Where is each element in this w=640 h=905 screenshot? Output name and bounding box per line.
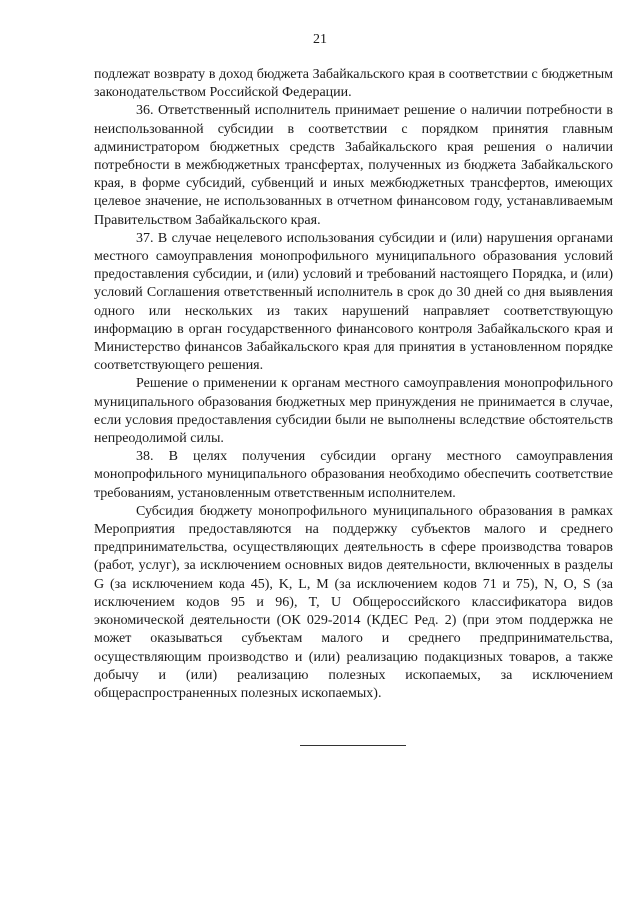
page-number: 21 [313, 32, 327, 47]
paragraph-36: 36. Ответственный исполнитель принимает решение о наличии потребности в неиспользованной субсидии в соответствии с порядком принятия главным администратором бюджетных средств Забайкальского края решения о наличии потребности в межбюджетных трансфертах, полученных из бюджета Забайкальского края, в форме субсидий, субвенций и иных межбюджетных трансфертов, имеющих целевое значение, не использованных в отчетном финансовом году, устанавливаемым Правительством Забайкальского края. [94, 103, 613, 228]
paragraph-37-decision: Решение о применении к органам местного самоуправления монопрофильного муниципального образования бюджетных мер принуждения не принимается в случае, если условия предоставления субсидии были не выполнены вследствие обстоятельств непреодолимой силы. [94, 376, 613, 447]
separator-line [300, 745, 406, 746]
paragraph-38: 38. В целях получения субсидии органу местного самоуправления монопрофильного муниципального образования необходимо обеспечить соответствие требованиям, установленным ответственным исполнителем. [94, 449, 613, 501]
paragraph-38-subsidy: Субсидия бюджету монопрофильного муниципального образования в рамках Мероприятия предоставляются на поддержку субъектов малого и среднего предпринимательства, осуществляющих деятельность в сфере производства товаров (работ, услуг), за исключением основных видов деятельности, включенных в разделы G (за исключением кода 45), K, L, M (за исключением кодов 71 и 75), N, O, S (за исключением кодов 95 и 96), T, U Общероссийского классификатора видов экономической деятельности (ОК 029-2014 (КДЕС Ред. 2) (при этом поддержка не может оказываться субъектам малого и среднего предпринимательства, осуществляющим производство и (или) реализацию подакцизных товаров, а также добычу и (или) реализацию полезных ископаемых, за исключением общераспространенных полезных ископаемых). [94, 503, 613, 701]
document-body [94, 66, 613, 703]
paragraph-37: 37. В случае нецелевого использования субсидии и (или) нарушения органами местного самоуправления монопрофильного муниципального образования условий предоставления субсидии, и (или) условий и требований настоящего Порядка, и (или) условий Соглашения ответственный исполнитель в срок до 30 дней со дня выявления одного или нескольких из таких нарушений направляет соответствующую информацию в орган государственного финансового контроля Забайкальского края и Министерство финансов Забайкальского края для принятия в установленном порядке соответствующего решения. [94, 230, 613, 374]
paragraph-continuation: подлежат возврату в доход бюджета Забайкальского края в соответствии с бюджетным законодательством Российской Федерации. [94, 67, 613, 101]
